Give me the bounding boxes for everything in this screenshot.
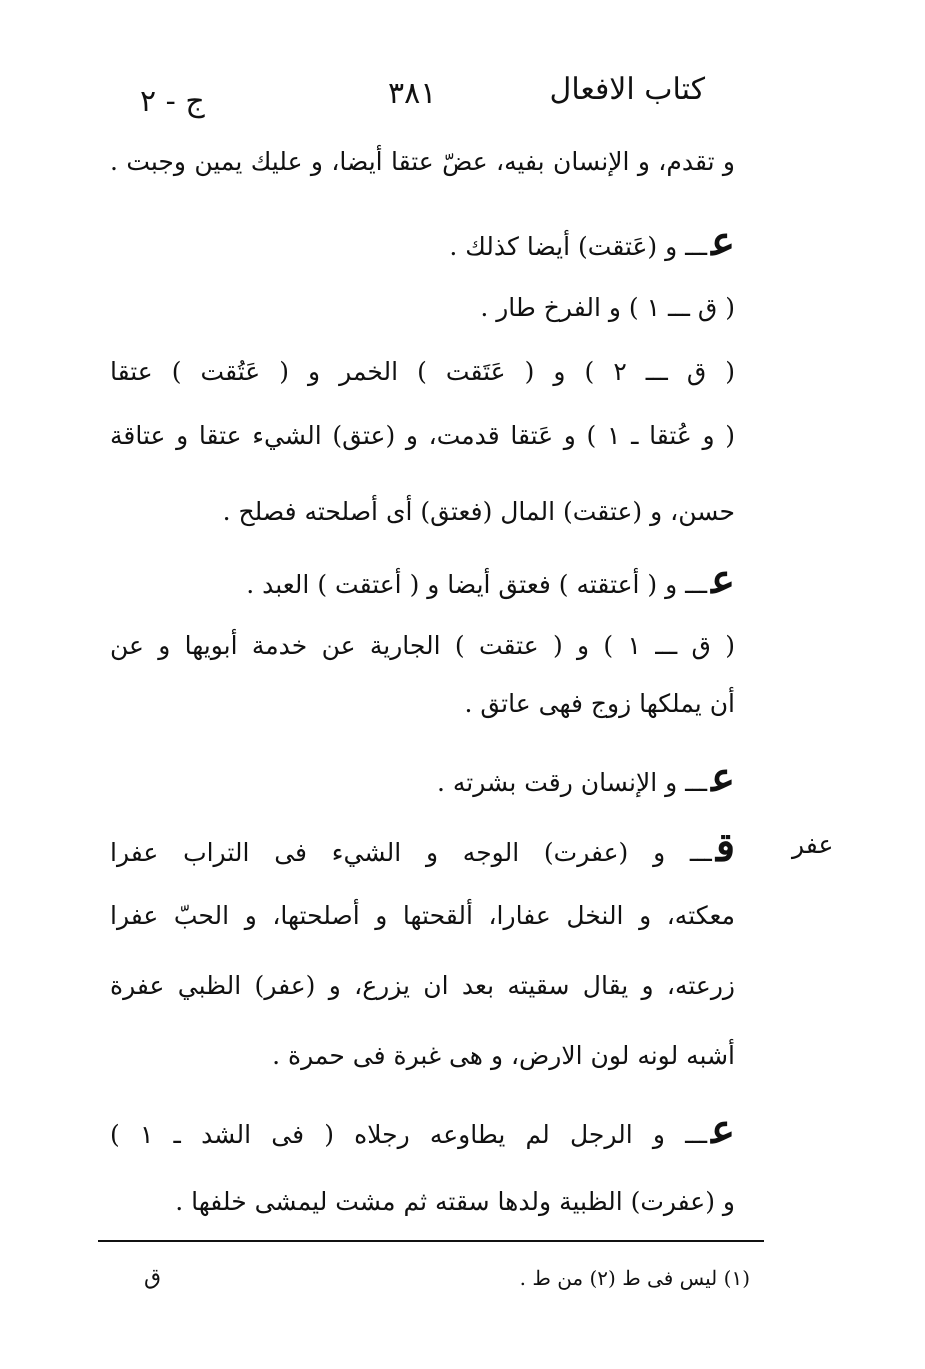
line-text: ( ق ـــ ١ ) و الفرخ طار . <box>480 293 735 322</box>
line-text: أشبه لونه لون الارض، و هى غبرة فى حمرة . <box>272 1041 735 1070</box>
text-line <box>480 288 735 328</box>
text-line <box>110 966 735 1006</box>
text-line <box>110 896 735 936</box>
text-line <box>223 492 735 532</box>
signature-mark: ق <box>144 1265 162 1290</box>
volume-part: ج - ٢ <box>140 84 205 119</box>
line-text: ـــ و الرجل لم يطاوعه رجلاه ( فى الشد ـ ١ ) <box>110 1120 708 1149</box>
text-line <box>449 218 735 267</box>
text-line <box>110 824 735 873</box>
line-letter: ع <box>711 754 735 801</box>
footnote-divider <box>98 1240 764 1242</box>
line-text: ـــ و (عَتقت) أيضا كذلك . <box>449 232 708 261</box>
line-text: و (عفرت) الظبية ولدها سقته ثم مشت ليمشى خلفها . <box>175 1187 735 1216</box>
line-text: ( ق ـــ ٢ ) و ( عَتَقت ) الخمر و ( عَتُقت ) عتقا <box>110 357 736 386</box>
line-text: زرعته، و يقال سقيته بعد ان يزرع، و (عفر) الظبي عفرة <box>110 971 735 1000</box>
line-text: ـــ و (عفرت) الوجه و الشيء فى التراب عفرا <box>110 838 712 867</box>
line-letter: ع <box>711 1106 735 1153</box>
text-line <box>110 626 735 666</box>
margin-root-word: عفر <box>792 830 834 859</box>
text-line <box>110 416 735 456</box>
line-text: حسن، و (عتقت) المال (فعتق) أى أصلحته فصلح . <box>222 497 735 526</box>
line-text: ( و عُتقا ـ ١ ) و عَتقا قدمت، و (عتق) الشيء عتقا و عتاقة <box>110 421 735 450</box>
text-line <box>175 1182 735 1222</box>
line-letter: ع <box>711 218 735 265</box>
footnote: (١) ليس فى ط (٢) من ط . <box>519 1266 750 1290</box>
text-line <box>110 142 735 182</box>
text-line <box>110 352 735 392</box>
line-text: أن يملكها زوج فهى عاتق . <box>464 689 735 718</box>
book-title: كتاب الافعال <box>549 72 705 107</box>
line-letter: ق <box>715 824 735 871</box>
text-line <box>464 684 735 724</box>
text-line <box>110 1106 735 1155</box>
line-text: و تقدم، و الإنسان بفيه، عضّ عتقا أيضا، و عليك يمين وجبت . <box>110 147 735 176</box>
page-number: ٣٨١ <box>388 76 437 111</box>
line-text: ـــ و ( أعتقته ) فعتق أيضا و ( أعتقت ) العبد . <box>246 570 708 599</box>
text-line <box>246 556 735 605</box>
line-text: ـــ و الإنسان رقت بشرته . <box>436 768 708 797</box>
line-text: معكته، و النخل عفارا، ألقحتها و أصلحتها، و الحبّ عفرا <box>110 901 735 930</box>
line-text: ( ق ـــ ١ ) و ( عتقت ) الجارية عن خدمة أبويها و عن <box>110 631 735 660</box>
line-letter: ع <box>711 556 735 603</box>
text-line <box>272 1036 735 1076</box>
text-line <box>436 754 735 803</box>
